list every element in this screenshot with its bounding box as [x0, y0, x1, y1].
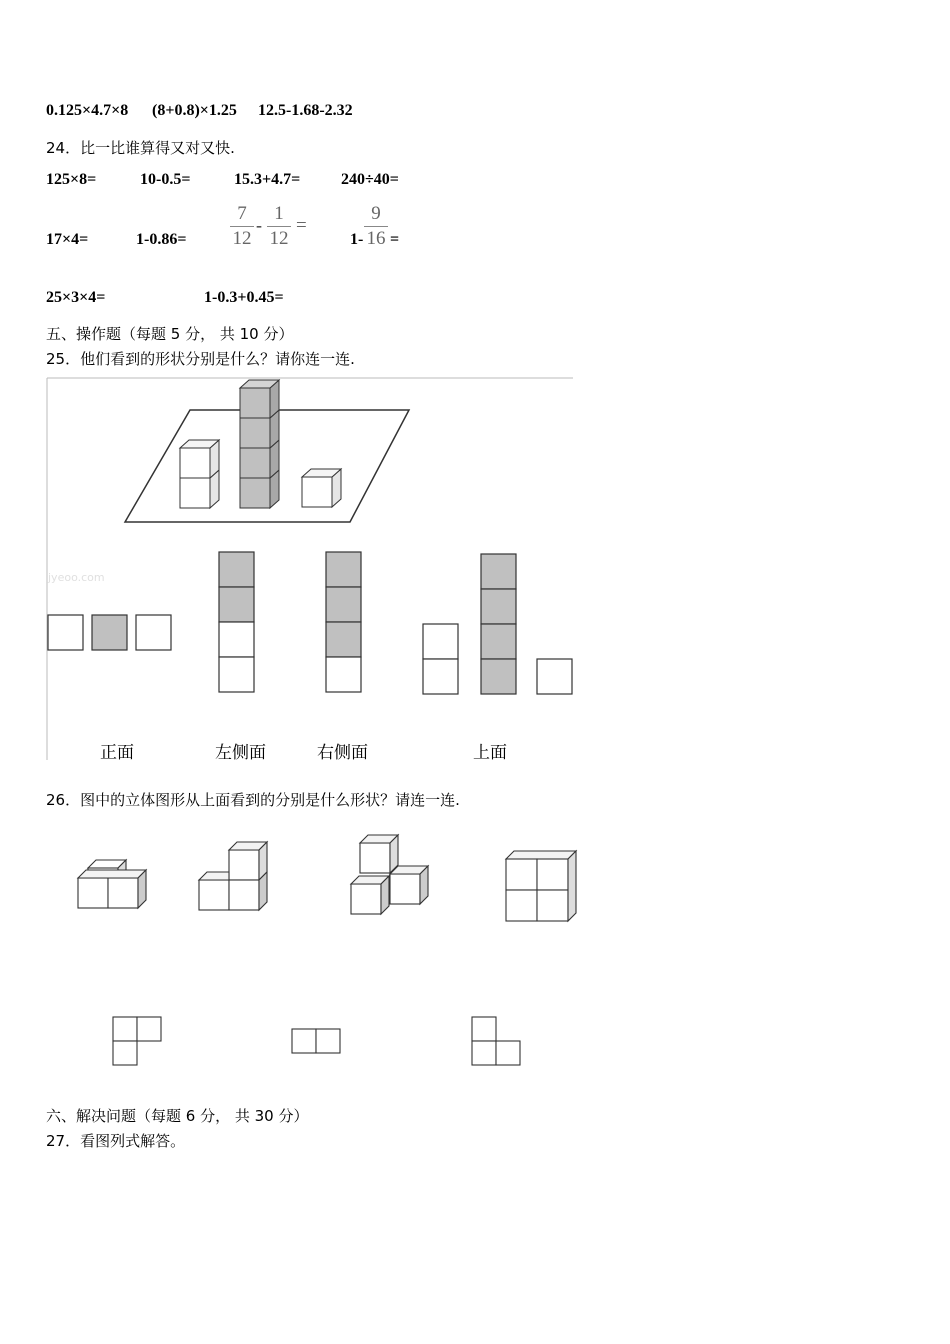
fraction-9-16	[364, 203, 388, 250]
calc-item: 1-0.3+0.45=	[204, 289, 284, 306]
solid-2[interactable]	[199, 842, 267, 910]
label-top[interactable]: 上面	[473, 743, 507, 763]
section-6-heading: 六、解决问题（每题 6 分， 共 30 分）	[46, 1107, 309, 1125]
question-25-title: 25．他们看到的形状分别是什么？请你连一连.	[46, 350, 355, 368]
equals-sign: =	[390, 231, 400, 248]
fraction-denominator: 12	[232, 228, 252, 249]
calc-item: 1-0.86=	[136, 231, 187, 248]
fraction-numerator: 7	[237, 203, 247, 224]
view-option-b[interactable]	[219, 552, 254, 692]
mixed-prefix: 1-	[350, 231, 364, 248]
watermark: jyeoo.com	[48, 571, 105, 584]
fraction-denominator: 12	[269, 228, 289, 249]
question-26-figure	[70, 828, 590, 1073]
question-25-figure	[40, 372, 580, 767]
calc-item: (8+0.8)×1.25	[152, 102, 237, 119]
calc-item: 0.125×4.7×8	[46, 102, 129, 119]
question-24-title: 24．比一比谁算得又对又快.	[46, 139, 235, 157]
calc-item: 25×3×4=	[46, 289, 106, 306]
fraction-numerator: 9	[371, 203, 381, 224]
fraction-numerator: 1	[274, 203, 284, 224]
calc-item: 17×4=	[46, 231, 89, 248]
calc-item: 240÷40=	[341, 171, 399, 188]
view-option-c[interactable]	[326, 552, 361, 692]
fraction-1-12	[267, 203, 291, 250]
section-5-heading: 五、操作题（每题 5 分， 共 10 分）	[46, 325, 294, 343]
solid-4[interactable]	[506, 851, 576, 921]
top-view-option-3[interactable]	[472, 1017, 520, 1065]
top-view-option-1[interactable]	[113, 1017, 161, 1065]
cube-stack-middle	[240, 380, 279, 508]
label-front[interactable]: 正面	[100, 743, 134, 763]
fraction-7-12	[230, 203, 254, 250]
calc-item: 125×8=	[46, 171, 97, 188]
fraction-denominator: 16	[366, 228, 386, 249]
calc-item: 15.3+4.7=	[234, 171, 301, 188]
cube-stack-left	[180, 440, 219, 508]
minus-sign: -	[256, 215, 262, 235]
equals-sign: =	[296, 215, 307, 236]
solid-1[interactable]	[78, 860, 146, 908]
label-left-side[interactable]: 左侧面	[215, 743, 266, 763]
view-option-a[interactable]	[48, 615, 171, 650]
calc-item: 10-0.5=	[140, 171, 191, 188]
view-option-d[interactable]	[423, 554, 572, 694]
calc-item: 12.5-1.68-2.32	[258, 102, 353, 119]
solid-3[interactable]	[351, 835, 428, 914]
label-right-side[interactable]: 右侧面	[317, 743, 368, 763]
question-26-title: 26．图中的立体图形从上面看到的分别是什么形状？请连一连.	[46, 791, 460, 809]
question-27-title: 27．看图列式解答。	[46, 1132, 186, 1150]
cube-single-right	[302, 469, 341, 507]
top-view-option-2[interactable]	[292, 1029, 340, 1053]
